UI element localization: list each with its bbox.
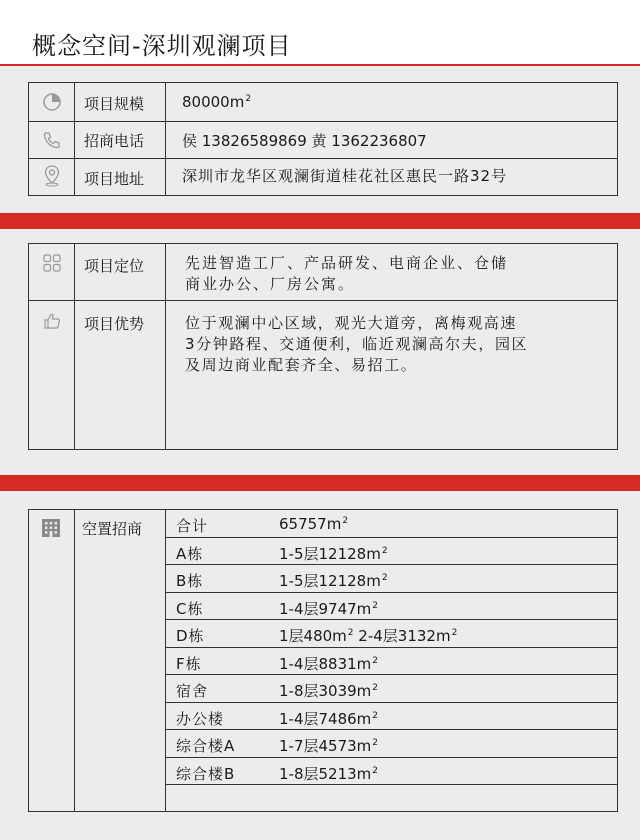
vacancy-row-value: 1-8层$5213m^2$	[279, 764, 379, 783]
vacancy-row-name: 综合楼B	[176, 764, 236, 783]
red-divider-band	[0, 475, 640, 491]
advantage-line: 位于观澜中心区域，观光大道旁，离梅观高速	[185, 314, 518, 332]
vacancy-panel	[0, 491, 640, 840]
vacancy-row-name: 办公楼	[176, 709, 225, 728]
vacancy-label: 空置招商	[82, 520, 143, 538]
vacancy-row-divider	[165, 564, 618, 565]
phone-icon	[42, 130, 62, 150]
red-divider-band	[0, 213, 640, 229]
page-header	[0, 0, 640, 66]
vacancy-row-divider	[165, 674, 618, 675]
building-icon	[41, 518, 61, 538]
vacancy-row-value: 1层$480m^2$ 2-4层$3132m^2$	[279, 627, 458, 645]
info-col-divider-1	[74, 82, 75, 196]
vacancy-row-divider	[165, 702, 618, 703]
detail-col-divider-1	[74, 243, 75, 450]
vacancy-row-value: 1-8层$3039m^2$	[279, 682, 379, 700]
info-row-divider-1	[28, 121, 618, 122]
vacancy-row-value: 1-7层$4573m^2$	[279, 737, 379, 755]
grid-icon	[43, 254, 61, 272]
vacancy-row-divider	[165, 757, 618, 758]
page-title: 概念空间-深圳观澜项目	[32, 32, 292, 60]
phone-value: 侯 13826589869 黄 1362236807	[182, 132, 427, 150]
vacancy-row-divider	[165, 619, 618, 620]
info-panel	[0, 66, 640, 212]
detail-row-divider	[28, 300, 618, 301]
vacancy-row-divider	[165, 784, 618, 785]
position-label: 项目定位	[84, 257, 145, 275]
scale-label: 项目规模	[84, 95, 145, 113]
advantage-line: 3分钟路程、交通便利，临近观澜高尔夫，园区	[185, 335, 529, 353]
vacancy-row-value: 1-4层$7486m^2$	[279, 709, 379, 728]
vacancy-row-value: 1-5层$12128m^2$	[279, 572, 388, 590]
advantage-line: 及周边商业配套齐全、易招工。	[185, 356, 418, 374]
address-label: 项目地址	[84, 170, 145, 188]
vacancy-row-value: 1-5层$12128m^2$	[279, 544, 388, 563]
info-row-divider-2	[28, 158, 618, 159]
position-line: 先进智造工厂、产品研发、电商企业、仓储	[185, 254, 509, 272]
info-col-divider-2	[165, 82, 166, 196]
vacancy-row-divider	[165, 647, 618, 648]
vacancy-row-name: C栋	[176, 599, 204, 618]
location-pin-icon	[43, 165, 61, 187]
vacancy-row-divider	[165, 537, 618, 538]
vacancy-row-divider	[165, 592, 618, 593]
phone-label: 招商电话	[84, 132, 145, 150]
vacancy-col-divider-1	[74, 509, 75, 812]
vacancy-row-divider	[165, 729, 618, 730]
vacancy-col-divider-2	[165, 509, 166, 812]
thumbs-up-icon	[43, 312, 61, 330]
detail-panel	[0, 229, 640, 474]
vacancy-row-name: F栋	[176, 654, 202, 673]
vacancy-row-value: 1-4层$9747m^2$	[279, 599, 379, 618]
detail-col-divider-2	[165, 243, 166, 450]
vacancy-row-value: $65757m^2$	[279, 515, 349, 533]
vacancy-row-name: D栋	[176, 627, 205, 645]
vacancy-row-name: 合计	[176, 517, 209, 535]
pie-chart-icon	[42, 92, 62, 112]
advantage-label: 项目优势	[84, 315, 145, 333]
vacancy-row-name: A栋	[176, 544, 204, 563]
vacancy-row-name: 宿舍	[176, 682, 209, 700]
address-value: 深圳市龙华区观澜街道桂花社区惠民一路32号	[182, 167, 508, 185]
vacancy-row-name: B栋	[176, 572, 204, 590]
position-text	[185, 253, 610, 295]
scale-value: $80000m^2$	[182, 93, 252, 111]
vacancy-row-value: 1-4层$8831m^2$	[279, 654, 379, 673]
vacancy-row-name: 综合楼A	[176, 737, 236, 755]
position-line: 商业办公、厂房公寓。	[185, 275, 356, 293]
advantage-text	[185, 313, 615, 376]
